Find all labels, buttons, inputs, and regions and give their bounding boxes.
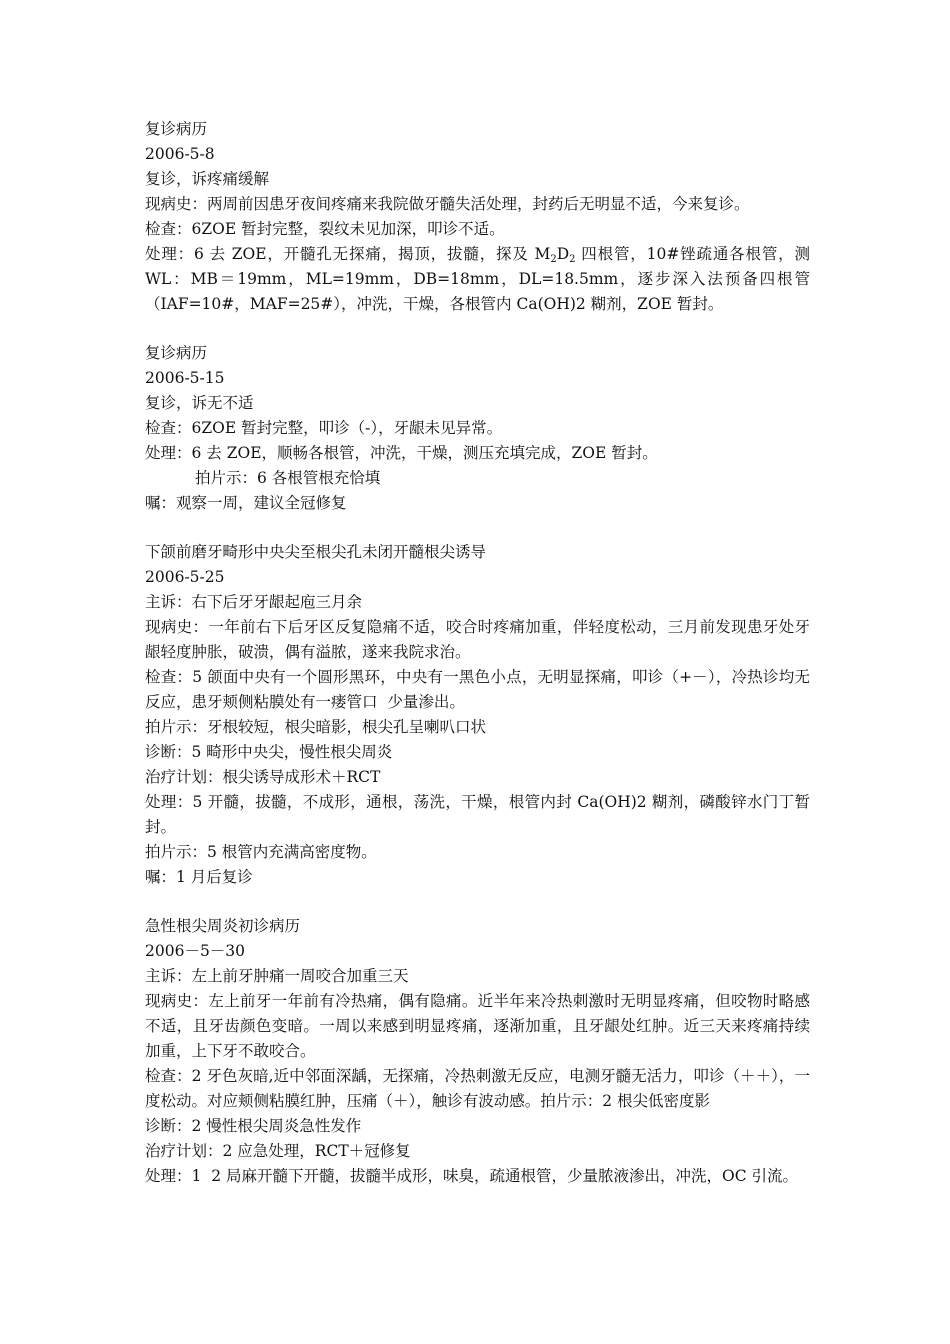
- doctor-advice: 嘱：观察一周，建议全冠修复: [145, 494, 347, 512]
- treatment-plan: 治疗计划：2 应急处理，RCT＋冠修复: [145, 1142, 411, 1160]
- record-title: 复诊病历: [145, 344, 208, 362]
- xray-result: 拍片示：5 根管内充满高密度物。: [145, 843, 377, 861]
- doctor-advice: 嘱：1 月后复诊: [145, 868, 253, 886]
- treatment: 处理：1 2 局麻开髓下开髓，拔髓半成形，味臭，疏通根管，少量脓液渗出，冲洗，OC 引流。: [145, 1167, 799, 1185]
- present-history: 现病史：两周前因患牙夜间疼痛来我院做牙髓失活处理，封药后无明显不适，今来复诊。: [145, 195, 750, 213]
- record-3: [145, 540, 810, 890]
- record-1: [145, 117, 815, 317]
- treatment-plan: 治疗计划：根尖诱导成形术＋RCT: [145, 768, 381, 786]
- chief-complaint: 复诊，诉无不适: [145, 394, 254, 412]
- examination: 检查：6ZOE 暂封完整，裂纹未见加深，叩诊不适。: [145, 220, 505, 238]
- treatment-text-start: 处理：6 去 ZOE，开髓孔无探痛，揭顶，拔髓，探及 M: [145, 245, 551, 263]
- diagnosis: 诊断：2 慢性根尖周炎急性发作: [145, 1117, 362, 1135]
- chief-complaint: 主诉：右下后牙牙龈起庖三月余: [145, 593, 363, 611]
- xray-result: 拍片示：牙根较短，根尖暗影，根尖孔呈喇叭口状: [145, 718, 487, 736]
- xray-result: 拍片示：6 各根管根充恰填: [195, 469, 381, 487]
- record-title: 下颌前磨牙畸形中央尖至根尖孔未闭开髓根尖诱导: [145, 543, 487, 561]
- examination: 检查：5 颌面中央有一个圆形黑环，中央有一黑色小点，无明显探痛，叩诊（+－），冷热诊均无反应，患牙颊侧粘膜处有一瘘管口 少量渗出。: [145, 668, 810, 711]
- present-history: 现病史：一年前右下后牙区反复隐痛不适，咬合时疼痛加重，伴轻度松动，三月前发现患牙处牙龈轻度肿胀，破溃，偶有溢脓，遂来我院求治。: [145, 618, 810, 661]
- document-page: [145, 117, 815, 1213]
- examination: 检查：6ZOE 暂封完整，叩诊（-），牙龈未见异常。: [145, 419, 503, 437]
- record-date: 2006－5－30: [145, 942, 246, 960]
- tooth-subscript: 2: [550, 254, 557, 265]
- examination: 检查：2 牙色灰暗,近中邻面深龋，无探痛，冷热刺激无反应，电测牙髓无活力，叩诊（＋＋），一度松动。对应颊侧粘膜红肿，压痛（＋），触诊有波动感。拍片示：2 根尖低密度影: [145, 1067, 810, 1110]
- chief-complaint: 主诉：左上前牙肿痛一周咬合加重三天: [145, 967, 409, 985]
- record-date: 2006-5-15: [145, 369, 225, 387]
- record-title: 急性根尖周炎初诊病历: [145, 917, 301, 935]
- record-date: 2006-5-8: [145, 145, 215, 163]
- diagnosis: 诊断：5 畸形中央尖，慢性根尖周炎: [145, 743, 393, 761]
- tooth-subscript: 2: [569, 254, 576, 265]
- treatment-text-end: 四根管，10#锉疏通各根管，测 WL：MB＝19mm，ML=19mm，DB=18mm，DL=18.5mm，逐步深入法预备四根管（IAF=10#，MAF=25#），冲洗，干燥，各根管内 Ca(OH)2 糊剂，ZOE 暂封。: [145, 245, 815, 313]
- treatment: 处理：6 去 ZOE，顺畅各根管，冲洗，干燥，测压充填完成，ZOE 暂封。: [145, 444, 658, 462]
- treatment: 处理：5 开髓，拔髓，不成形，通根，荡洗，干燥，根管内封 Ca(OH)2 糊剂，磷酸锌水门丁暂封。: [145, 793, 810, 836]
- record-4: [145, 914, 810, 1189]
- record-title: 复诊病历: [145, 120, 208, 138]
- record-date: 2006-5-25: [145, 568, 225, 586]
- record-2: [145, 341, 810, 516]
- treatment: [145, 242, 815, 317]
- chief-complaint: 复诊，诉疼痛缓解: [145, 170, 270, 188]
- treatment-text-d: D: [556, 245, 570, 263]
- present-history: 现病史：左上前牙一年前有冷热痛，偶有隐痛。近半年来冷热刺激时无明显疼痛，但咬物时略感不适，且牙齿颜色变暗。一周以来感到明显疼痛，逐渐加重，且牙龈处红肿。近三天来疼痛持续加重，上下牙不敢咬合。: [145, 992, 810, 1060]
